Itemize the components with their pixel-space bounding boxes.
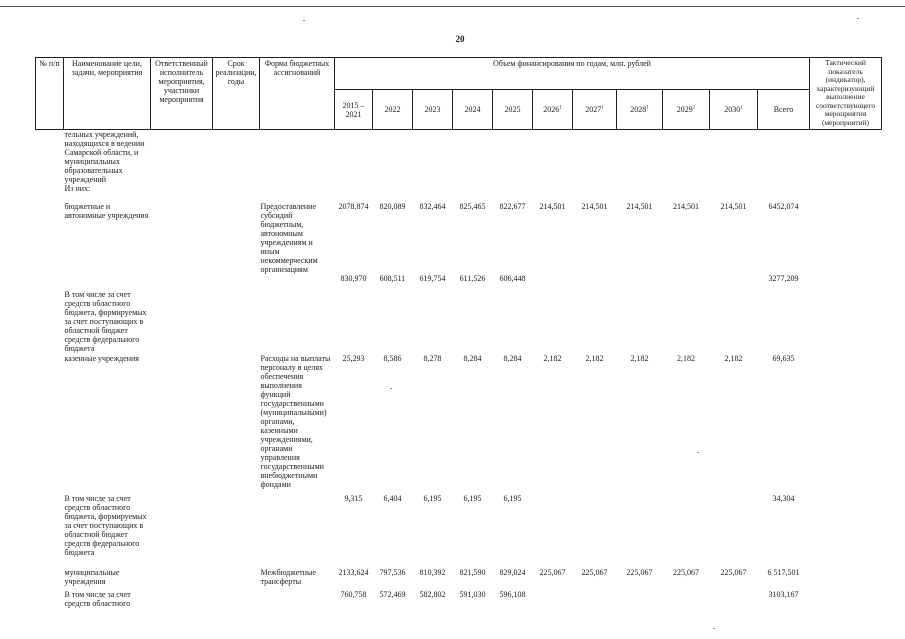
header-year [617, 90, 663, 130]
cell-goal [64, 274, 151, 290]
cell-value [663, 130, 710, 202]
cell-indicator [810, 590, 882, 620]
cell-form [260, 274, 335, 290]
header-year-label: 2029 [676, 105, 693, 114]
cell-value: 3103,167 [768, 589, 799, 599]
cell-num [36, 590, 64, 620]
cell-term [213, 274, 260, 290]
scan-speck [303, 20, 305, 21]
cell-value [335, 130, 373, 202]
cell-goal: тельных учреждений, находящихся в ведении Самарской области, и муниципальных образовательных учреждений Из них: [64, 130, 145, 193]
header-year-footnote: 1 [740, 105, 743, 111]
cell-num [36, 290, 64, 354]
table-row [36, 354, 882, 494]
cell-value: 6,195 [423, 493, 442, 503]
cell-goal: бюджетные и автономные учреждения [64, 201, 149, 220]
cell-value: 2,182 [630, 353, 649, 363]
cell-value: 832,464 [419, 201, 446, 211]
table-header [36, 58, 882, 130]
cell-value: 214,501 [626, 201, 653, 211]
cell-value: 611,526 [459, 273, 486, 283]
cell-num [36, 202, 64, 274]
cell-value: 829,024 [499, 567, 526, 577]
header-year-label: 2026 [543, 105, 560, 114]
cell-value: 2,182 [677, 353, 695, 363]
cell-value: 2078,874 [338, 201, 369, 211]
cell-form: Расходы на выплаты персоналу в целях обеспечения выполнения функций государственными (муниципальными) органами, казенными учреждениями, органами управления государственными внебюджетными фондами [260, 353, 331, 489]
cell-value [493, 290, 533, 354]
table-row [36, 274, 882, 290]
cell-value [413, 290, 453, 354]
cell-value: 572,469 [379, 589, 406, 599]
cell-indicator [810, 568, 882, 590]
cell-value: 214,501 [720, 201, 747, 211]
cell-value: 830,970 [340, 273, 367, 283]
cell-num [36, 130, 64, 202]
header-year-footnote: 1 [692, 105, 696, 111]
cell-num [36, 274, 64, 290]
cell-value [758, 290, 810, 354]
header-year-label: 2027 [585, 105, 602, 114]
cell-value [453, 130, 493, 202]
cell-term [213, 494, 260, 568]
cell-value: 225,067 [539, 567, 566, 577]
cell-responsible [151, 590, 213, 620]
header-year [710, 90, 758, 130]
cell-form [260, 494, 335, 568]
header-responsible: Ответственный исполнитель мероприятия, участники мероприятия [151, 58, 213, 130]
scan-speck [390, 388, 392, 389]
cell-value [533, 494, 573, 568]
cell-value [710, 274, 758, 290]
header-year-label: 2025 [504, 105, 521, 114]
cell-value: 2,182 [724, 353, 743, 363]
header-year [373, 90, 413, 130]
header-form: Форма бюджетных ассигнований [260, 58, 335, 130]
header-year-label: 2024 [464, 105, 481, 114]
cell-term [213, 290, 260, 354]
cell-value: 9,315 [344, 493, 363, 503]
cell-value: 760,758 [340, 589, 367, 599]
cell-value [335, 290, 373, 354]
cell-indicator [810, 130, 882, 202]
cell-value: 8,586 [383, 353, 402, 363]
cell-value: 3277,209 [768, 273, 799, 283]
cell-value [573, 590, 617, 620]
header-year [453, 90, 493, 130]
cell-responsible [151, 354, 213, 494]
cell-responsible [151, 202, 213, 274]
cell-value [493, 130, 533, 202]
header-year-label: 2030 [724, 105, 741, 114]
cell-form [260, 290, 335, 354]
cell-value [453, 290, 493, 354]
cell-value [663, 494, 710, 568]
cell-responsible [151, 494, 213, 568]
cell-value: 225,067 [720, 567, 747, 577]
header-year [573, 90, 617, 130]
header-year-footnote: 1 [646, 105, 649, 111]
cell-goal: В том числе за счет средств областного бюджета, формируемых за счет поступающих в областной бюджет средств федерального бюджета [64, 289, 147, 353]
cell-value: 8,278 [423, 353, 442, 363]
financing-table [35, 57, 882, 620]
cell-value [617, 290, 663, 354]
cell-value [573, 274, 617, 290]
cell-value [710, 130, 758, 202]
cell-value: 797,536 [379, 567, 406, 577]
cell-value [663, 274, 710, 290]
header-year [413, 90, 453, 130]
cell-value: 69,635 [772, 353, 795, 363]
header-num: № п/п [36, 58, 64, 130]
table-row [36, 290, 882, 354]
cell-value [758, 130, 810, 202]
cell-value: 619,754 [419, 273, 446, 283]
header-year [533, 90, 573, 130]
cell-value: 6452,074 [768, 201, 799, 211]
cell-value: 2,182 [585, 353, 604, 363]
cell-value: 810,392 [419, 567, 446, 577]
cell-value: 2,182 [543, 353, 562, 363]
header-year-label: 2023 [424, 105, 441, 114]
cell-indicator [810, 202, 882, 274]
header-year [663, 90, 710, 130]
header-term: Срок реализации, годы [213, 58, 260, 130]
cell-value: 6 517,501 [767, 567, 800, 577]
cell-term [213, 354, 260, 494]
cell-form [260, 590, 335, 620]
cell-indicator [810, 290, 882, 354]
cell-indicator [810, 274, 882, 290]
header-year-label: Всего [773, 105, 794, 114]
header-goal: Наименование цели, задачи, мероприятия [64, 58, 151, 130]
cell-value [533, 130, 573, 202]
table-row [36, 590, 882, 620]
header-indicator: Тактический показатель (индикатор), характеризующий выполнение соответствующего мероприятия (мероприятий) [810, 58, 882, 130]
cell-responsible [151, 130, 213, 202]
cell-value [710, 494, 758, 568]
cell-value [373, 130, 413, 202]
table-row [36, 130, 882, 202]
header-year-label: 2015 – 2021 [342, 100, 365, 119]
cell-goal: В том числе за счет средств областного [64, 589, 131, 608]
cell-term [213, 202, 260, 274]
cell-value: 606,448 [499, 273, 526, 283]
table-row [36, 202, 882, 274]
cell-value [573, 290, 617, 354]
cell-responsible [151, 274, 213, 290]
cell-value: 596,108 [499, 589, 526, 599]
cell-value [710, 590, 758, 620]
cell-value [573, 130, 617, 202]
scan-speck [697, 452, 699, 453]
header-year [493, 90, 533, 130]
cell-value: 591,030 [459, 589, 486, 599]
cell-term [213, 568, 260, 590]
cell-value: 25,293 [342, 353, 365, 363]
cell-value: 214,501 [539, 201, 566, 211]
cell-form: Предоставление субсидий бюджетным, автономным учреждениям и иным некоммерческим организациям [260, 201, 318, 274]
cell-value: 214,501 [581, 201, 608, 211]
table-row [36, 568, 882, 590]
cell-form: Межбюджетные трансферты [260, 567, 316, 586]
scan-speck [713, 628, 715, 629]
cell-num [36, 494, 64, 568]
cell-value: 608,511 [379, 273, 406, 283]
cell-value: 582,802 [419, 589, 446, 599]
cell-value: 214,501 [673, 201, 699, 211]
header-year [758, 90, 810, 130]
table-row [36, 494, 882, 568]
cell-value: 6,404 [383, 493, 402, 503]
cell-term [213, 590, 260, 620]
cell-value [533, 274, 573, 290]
cell-value [710, 290, 758, 354]
cell-value: 225,067 [581, 567, 608, 577]
cell-num [36, 568, 64, 590]
cell-value [533, 290, 573, 354]
header-year [335, 90, 373, 130]
cell-goal: казенные учреждения [64, 353, 139, 363]
cell-form [260, 130, 335, 202]
cell-value: 822,677 [499, 201, 526, 211]
cell-value: 225,067 [673, 567, 699, 577]
cell-value: 820,089 [379, 201, 406, 211]
cell-value [617, 274, 663, 290]
cell-value [373, 290, 413, 354]
cell-value: 225,067 [626, 567, 653, 577]
cell-indicator [810, 494, 882, 568]
header-year-label: 2028 [630, 105, 647, 114]
cell-goal: В том числе за счет средств областного бюджета, формируемых за счет поступающих в областной бюджет средств федерального бюджета [64, 493, 147, 557]
header-year-footnote: 1 [559, 105, 562, 111]
cell-value: 8,284 [503, 353, 522, 363]
cell-value: 34,304 [772, 493, 795, 503]
cell-responsible [151, 568, 213, 590]
scan-speck [857, 18, 859, 19]
cell-value: 6,195 [463, 493, 482, 503]
cell-value: 8,284 [463, 353, 482, 363]
cell-value: 825,465 [459, 201, 486, 211]
cell-value [663, 590, 710, 620]
cell-value [617, 590, 663, 620]
cell-goal: муниципальные учреждения [64, 567, 120, 586]
header-volume: Объем финансирования по годам, млн. рублей [335, 58, 810, 90]
cell-value [663, 290, 710, 354]
cell-value: 821,590 [459, 567, 486, 577]
cell-value: 6,195 [503, 493, 522, 503]
cell-value [413, 130, 453, 202]
cell-value [573, 494, 617, 568]
cell-responsible [151, 290, 213, 354]
cell-value [617, 494, 663, 568]
scan-edge-line [0, 6, 905, 7]
cell-value [533, 590, 573, 620]
page-number: 20 [455, 34, 465, 44]
cell-num [36, 354, 64, 494]
table-body [36, 130, 882, 620]
cell-indicator [810, 354, 882, 494]
header-year-footnote: 1 [601, 105, 604, 111]
cell-term [213, 130, 260, 202]
cell-value: 2133,624 [338, 567, 369, 577]
header-year-label: 2022 [384, 105, 401, 114]
cell-value [617, 130, 663, 202]
